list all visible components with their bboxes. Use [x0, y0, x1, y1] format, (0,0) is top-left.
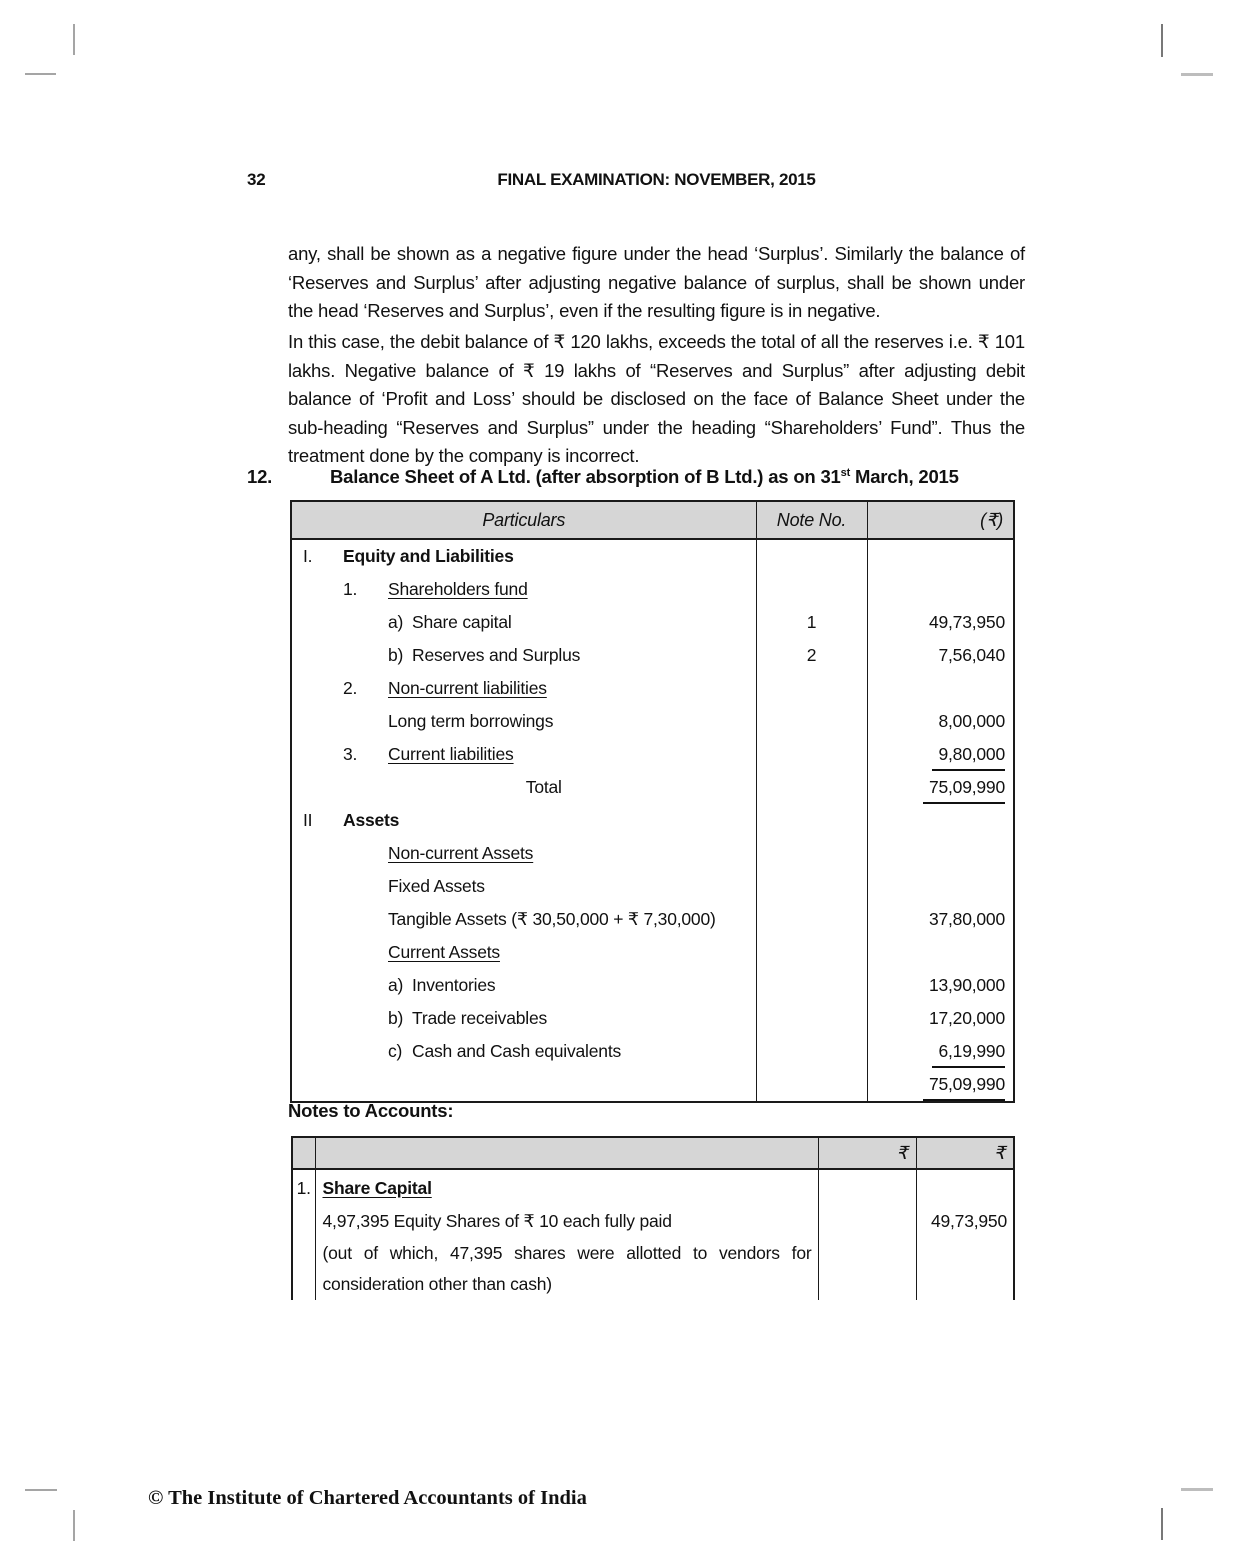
ordinal-superscript: st — [840, 466, 851, 479]
row-note — [756, 705, 867, 738]
row-note: 2 — [756, 639, 867, 672]
crop-mark-bottom-left-horizontal — [25, 1489, 57, 1491]
table-row — [291, 804, 1014, 837]
row-amount: 49,73,950 — [867, 606, 1014, 639]
row-note — [756, 870, 867, 903]
row-note — [756, 771, 867, 804]
row-text: Share capital — [412, 612, 512, 632]
row-num: 3. — [343, 744, 358, 764]
row-num: 1. — [343, 579, 358, 599]
row-amount: 17,20,000 — [867, 1002, 1014, 1035]
copyright-footer: © The Institute of Chartered Accountants of India — [148, 1487, 587, 1509]
note-number: 1. — [292, 1169, 315, 1300]
row-amount — [867, 870, 1014, 903]
crop-mark-bottom-right-horizontal — [1181, 1488, 1213, 1491]
row-num: b) — [388, 645, 404, 665]
row-text: Non-current Assets — [388, 843, 534, 863]
notes-header-rupee-1: ₹ — [818, 1137, 916, 1169]
row-text: Trade receivables — [412, 1008, 548, 1028]
note-row-share-capital — [292, 1169, 1014, 1300]
notes-header-row — [292, 1137, 1014, 1169]
row-text: Cash and Cash equivalents — [412, 1041, 622, 1061]
row-amount: 9,80,000 — [867, 738, 1014, 771]
row-text — [291, 1068, 756, 1102]
balance-sheet-header-row — [291, 501, 1014, 539]
row-amount — [867, 539, 1014, 573]
table-row — [291, 573, 1014, 606]
row-note — [756, 738, 867, 771]
table-row — [291, 738, 1014, 771]
note-description — [315, 1169, 818, 1300]
table-row — [291, 903, 1014, 936]
crop-mark-top-right-vertical — [1161, 24, 1163, 57]
question-title: Balance Sheet of A Ltd. (after absorption of B Ltd.) as on 31st March, 2015 — [330, 466, 959, 487]
row-amount — [867, 804, 1014, 837]
row-num: a) — [388, 975, 404, 995]
row-amount: 37,80,000 — [867, 903, 1014, 936]
row-note: 1 — [756, 606, 867, 639]
row-amount: 8,00,000 — [867, 705, 1014, 738]
row-amount: 13,90,000 — [867, 969, 1014, 1002]
table-row — [291, 639, 1014, 672]
header-particulars: Particulars — [291, 501, 756, 539]
row-note — [756, 1002, 867, 1035]
row-text: Tangible Assets (₹ 30,50,000 + ₹ 7,30,000) — [388, 909, 716, 929]
row-note — [756, 837, 867, 870]
note-amount-col2: 49,73,950 — [916, 1169, 1014, 1300]
table-row — [291, 969, 1014, 1002]
row-amount — [867, 573, 1014, 606]
crop-mark-bottom-left-vertical — [73, 1510, 75, 1541]
row-amount: 75,09,990 — [867, 1068, 1014, 1102]
row-text: Current liabilities — [388, 744, 514, 764]
row-note — [756, 573, 867, 606]
row-amount: 6,19,990 — [867, 1035, 1014, 1068]
notes-to-accounts-heading: Notes to Accounts: — [288, 1100, 454, 1121]
row-text: Reserves and Surplus — [412, 645, 581, 665]
note-title: Share Capital — [322, 1178, 432, 1198]
crop-mark-top-left-vertical — [73, 24, 75, 55]
row-amount: 75,09,990 — [867, 771, 1014, 804]
row-text: Shareholders fund — [388, 579, 528, 599]
table-row — [291, 1035, 1014, 1068]
note-amount-col1 — [818, 1169, 916, 1300]
row-note — [756, 539, 867, 573]
question-heading — [247, 466, 959, 488]
note-line-shares: 4,97,395 Equity Shares of ₹ 10 each fully paid — [322, 1211, 672, 1231]
row-note — [756, 804, 867, 837]
row-text: Inventories — [412, 975, 496, 995]
row-note — [756, 969, 867, 1002]
table-row — [291, 936, 1014, 969]
paragraph-case-analysis: In this case, the debit balance of ₹ 120 lakhs, exceeds the total of all the reserves i.e. ₹ 101 lakhs. Negative balance of ₹ 19 lakhs of “Reserves and Surplus” after adjusting debit balance of ‘Profit and Loss’ should be disclosed on the face of Balance Sheet under the sub-heading “Reserves and Surplus” under the heading “Shareholders’ Fund”. Thus the treatment done by the company is incorrect. — [288, 331, 1025, 466]
crop-mark-bottom-right-vertical — [1161, 1508, 1163, 1540]
table-row — [291, 1068, 1014, 1102]
row-note — [756, 903, 867, 936]
paragraph-surplus-rule: any, shall be shown as a negative figure under the head ‘Surplus’. Similarly the balance of ‘Reserves and Surplus’ after adjusting negative balance of surplus, shall be shown under the head ‘Reserves and Surplus’, even if the resulting figure is in negative. — [288, 243, 1025, 321]
row-text: Equity and Liabilities — [343, 546, 514, 566]
row-num: I. — [303, 546, 313, 566]
row-text: Assets — [343, 810, 400, 830]
header-amount: (₹) — [867, 501, 1014, 539]
row-note — [756, 672, 867, 705]
table-row — [291, 870, 1014, 903]
row-note — [756, 1035, 867, 1068]
notes-header-blank1 — [292, 1137, 315, 1169]
row-note — [756, 936, 867, 969]
question-number: 12. — [247, 466, 273, 487]
table-row — [291, 606, 1014, 639]
table-row — [291, 705, 1014, 738]
header-note-no: Note No. — [756, 501, 867, 539]
row-num: c) — [388, 1041, 403, 1061]
crop-mark-top-left-horizontal — [25, 73, 56, 75]
note-line-vendors: (out of which, 47,395 shares were allotted to vendors for consideration other than cash) — [322, 1243, 812, 1294]
row-num: II — [303, 810, 313, 830]
row-text: Long term borrowings — [388, 711, 554, 731]
notes-table — [291, 1136, 1013, 1300]
row-text: Fixed Assets — [388, 876, 485, 896]
page-header-title: FINAL EXAMINATION: NOVEMBER, 2015 — [497, 170, 816, 189]
notes-header-blank2 — [315, 1137, 818, 1169]
row-text: Non-current liabilities — [388, 678, 547, 698]
row-num: a) — [388, 612, 404, 632]
table-row — [291, 1002, 1014, 1035]
row-num: b) — [388, 1008, 404, 1028]
row-text: Current Assets — [388, 942, 500, 962]
crop-mark-top-right-horizontal — [1181, 73, 1213, 76]
table-row — [291, 837, 1014, 870]
notes-header-rupee-2: ₹ — [916, 1137, 1014, 1169]
table-row — [291, 771, 1014, 804]
row-note — [756, 1068, 867, 1102]
row-amount — [867, 672, 1014, 705]
page-number: 32 — [247, 170, 266, 189]
table-row — [291, 672, 1014, 705]
row-amount — [867, 936, 1014, 969]
row-amount: 7,56,040 — [867, 639, 1014, 672]
row-text-total: Total — [291, 771, 756, 804]
row-num: 2. — [343, 678, 358, 698]
table-row — [291, 539, 1014, 573]
row-amount — [867, 837, 1014, 870]
balance-sheet-table — [290, 500, 1013, 1103]
